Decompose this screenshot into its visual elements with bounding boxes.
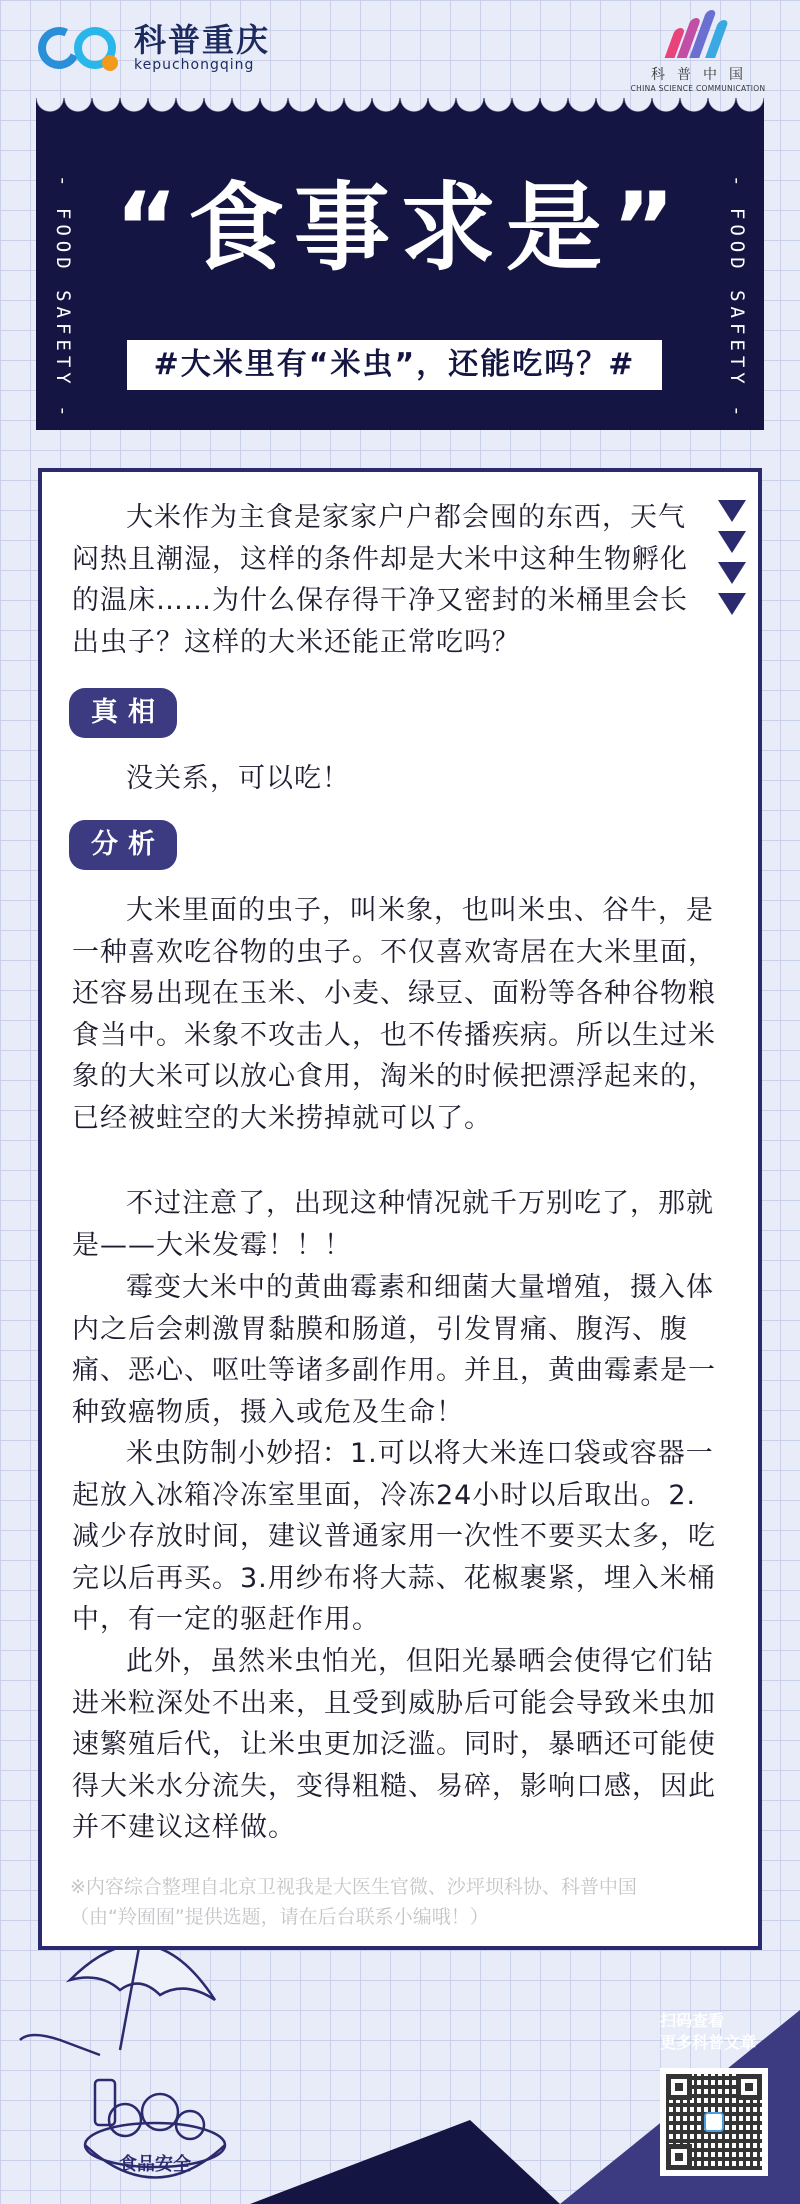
partner-name-cn: 科普中国 <box>651 67 755 83</box>
partner-name-en: CHINA SCIENCE COMMUNICATION <box>630 84 766 93</box>
arrow-down-icon <box>718 593 746 615</box>
arrow-down-icon <box>718 531 746 553</box>
qr-code[interactable] <box>660 2068 768 2176</box>
decorative-arrows <box>718 500 748 624</box>
china-science-logo <box>628 6 768 93</box>
brand-name-cn: 科普重庆 <box>134 21 271 59</box>
analysis-paragraph-1: 大米里面的虫子，叫米象，也叫米虫、谷牛，是一种喜欢吃谷物的虫子。不仅喜欢寄居在大米里面，还容易出现在玉米、小麦、绿豆、面粉等各种谷物粮食当中。米象不攻击人，也不传播疾病。所以生过米象的大米可以放心食用，淘米的时候把漂浮起来的，已经被蛀空的大米捞掉就可以了。 <box>72 895 716 1134</box>
page-subtitle: #大米里有“米虫”，还能吃吗？# <box>127 340 662 390</box>
food-safety-side-right: - FOOD SAFETY - <box>726 175 748 422</box>
analysis-paragraph-2: 不过注意了，出现这种情况就千万别吃了，那就是——大米发霉！！！ <box>72 1188 714 1261</box>
scan-line-2: 更多科普文章 <box>660 2033 757 2052</box>
kepuchongqing-logo <box>38 20 270 76</box>
arrow-down-icon <box>718 500 746 522</box>
truth-text: 没关系，可以吃！ <box>126 763 350 794</box>
umbrella-food-icon <box>20 1942 225 2178</box>
kepu-logo-icon <box>38 21 126 75</box>
page-title: “食事求是” <box>114 172 686 284</box>
truth-label: 真相 <box>69 688 177 738</box>
analysis-paragraph-5: 此外，虽然米虫怕光，但阳光暴晒会使得它们钻进米粒深处不出来，且受到威胁后可能会导致米虫加速繁殖后代，让米虫更加泛滥。同时，暴晒还可能使得大米水分流失，变得粗糙、易碎，影响口感，因此并不建议这样做。 <box>72 1646 716 1843</box>
intro-paragraph: 大米作为主食是家家户户都会囤的东西，天气闷热且潮湿，这样的条件却是大米中这种生物孵化的温床……为什么保存得干净又密封的米桶里会长出虫子？这样的大米还能正常吃吗？ <box>72 502 688 658</box>
source-note: ※内容综合整理自北京卫视我是大医生官微、沙坪坝科协、科普中国（由“羚囿囿”提供选题，请在后台联系小编哦！） <box>70 1876 637 1928</box>
scan-line-1: 扫码查看 <box>660 2011 725 2030</box>
analysis-paragraph-4: 米虫防制小妙招：1.可以将大米连口袋或容器一起放入冰箱冷冻室里面，冷冻24小时以后取出。2.减少存放时间，建议普通家用一次性不要买太多，吃完以后再买。3.用纱布将大蒜、花椒裹紧，埋入米桶中，有一定的驱赶作用。 <box>72 1438 716 1635</box>
qr-code-icon <box>666 2074 762 2170</box>
food-safety-badge: 食品安全 <box>119 2154 191 2175</box>
analysis-label: 分析 <box>69 820 177 870</box>
kepu-china-icon <box>658 6 738 58</box>
brand-name-en: kepuchongqing <box>134 57 255 73</box>
scan-prompt <box>660 2010 756 2054</box>
arrow-down-icon <box>718 562 746 584</box>
analysis-paragraph-3: 霉变大米中的黄曲霉素和细菌大量增殖，摄入体内之后会刺激胃黏膜和肠道，引发胃痛、腹泻、腹痛、恶心、呕吐等诸多副作用。并且，黄曲霉素是一种致癌物质，摄入或危及生命！ <box>72 1272 716 1428</box>
food-safety-side-left: - FOOD SAFETY - <box>52 175 74 422</box>
